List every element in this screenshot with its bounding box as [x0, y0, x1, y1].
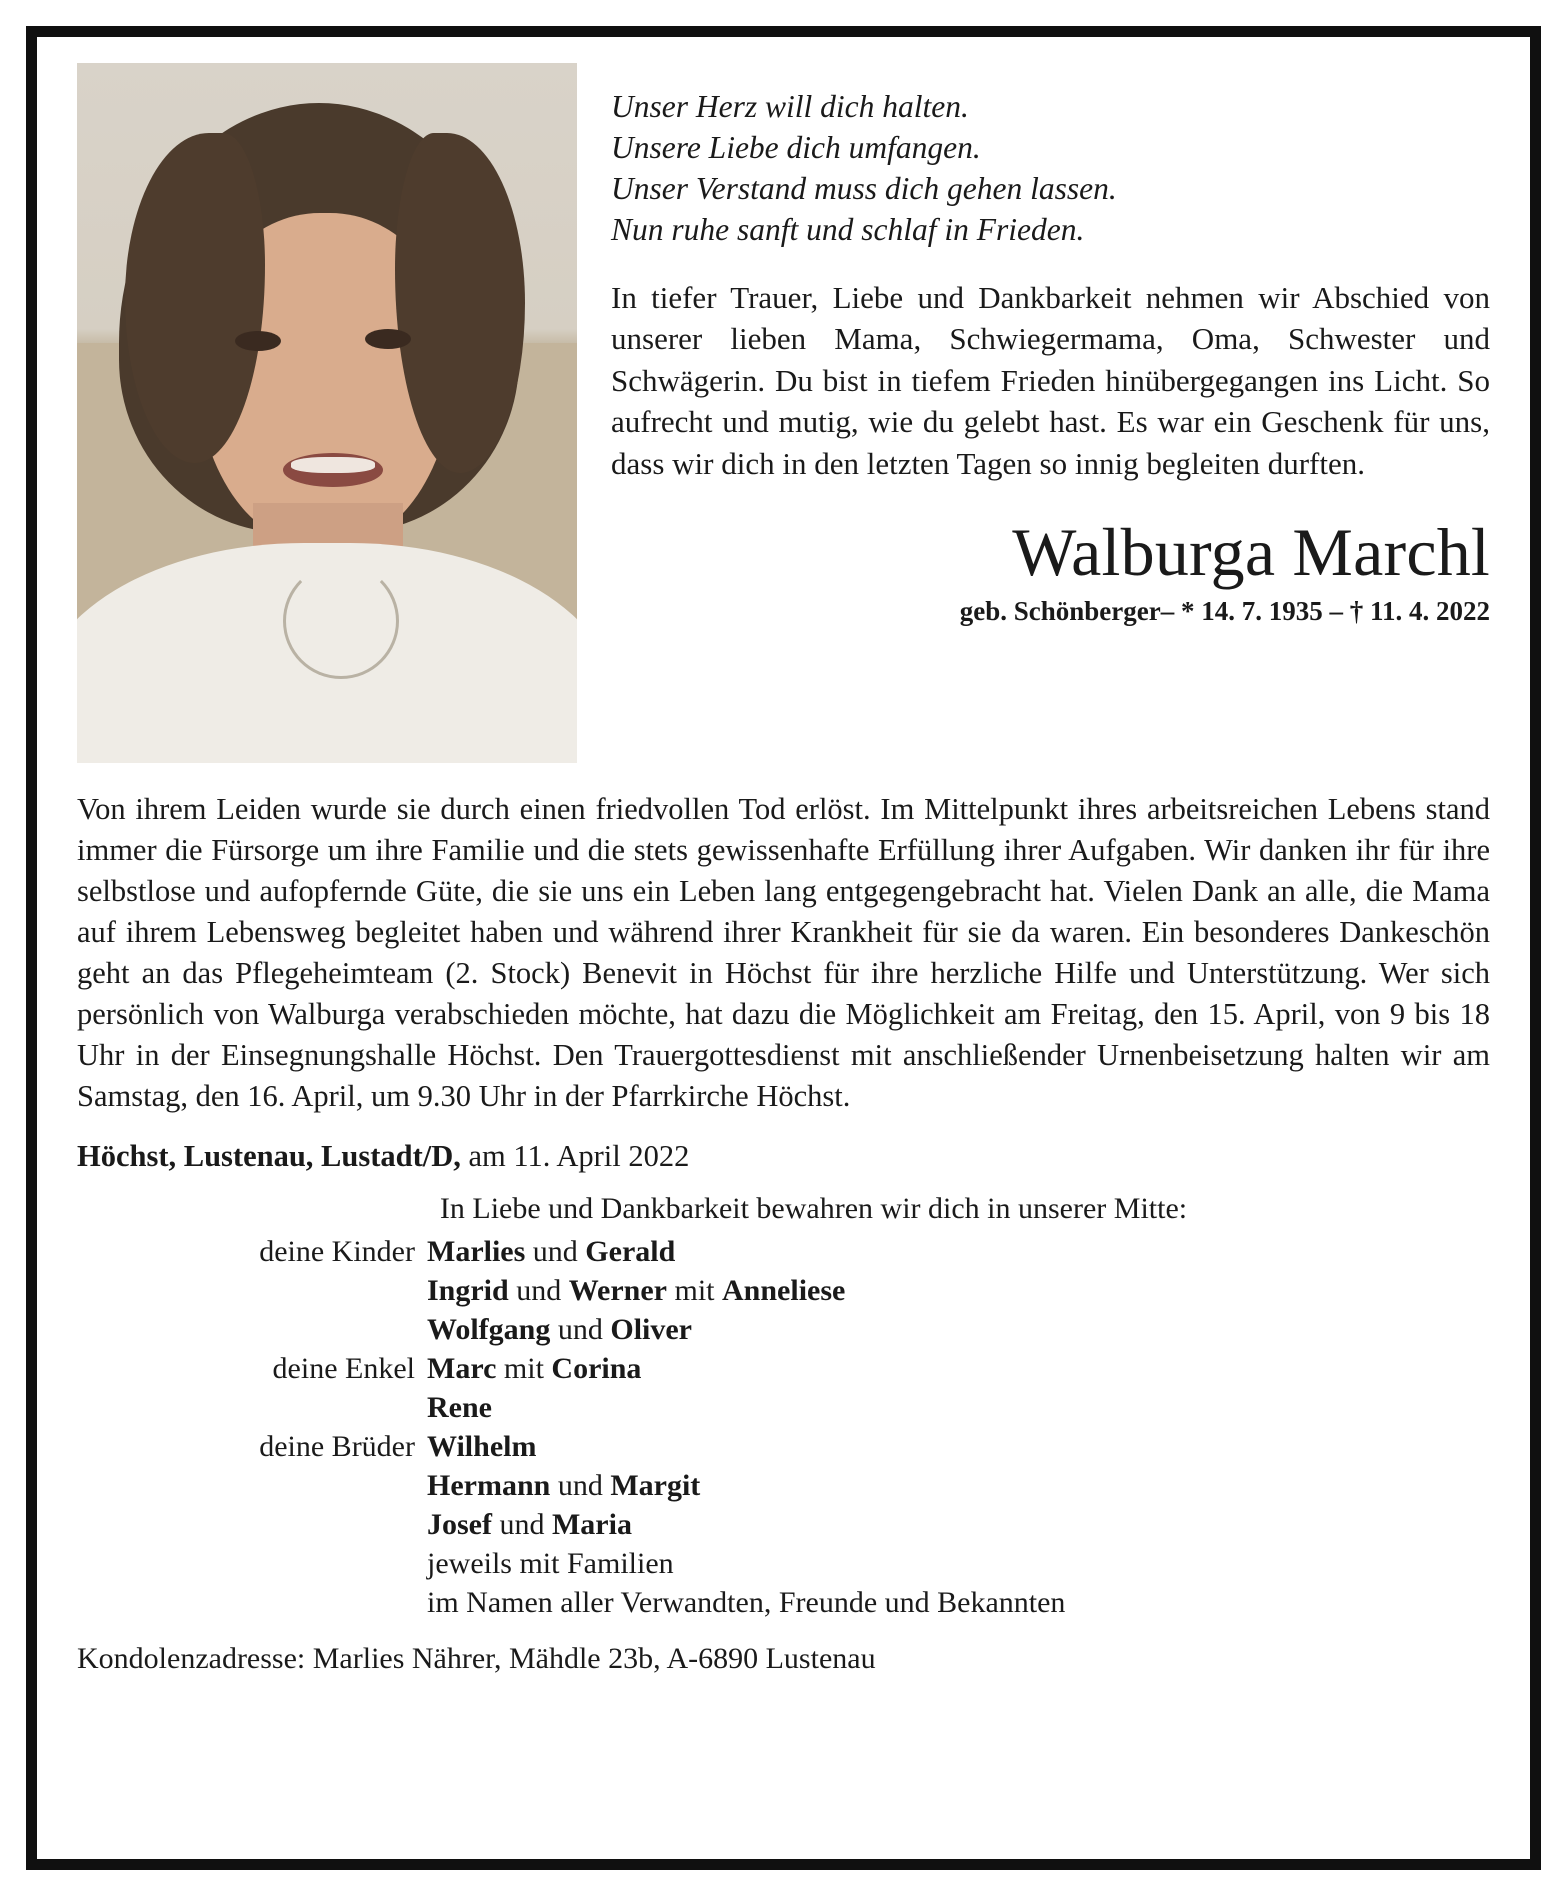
- family-relation-label: deine Kinder: [259, 1235, 415, 1269]
- family-name: Werner: [568, 1274, 667, 1308]
- family-row: [77, 1466, 1490, 1505]
- verse-line-4: Nun ruhe sanft und schlaf in Frieden.: [611, 211, 1085, 247]
- family-relation-label: [77, 1388, 427, 1427]
- family-relation-label: [77, 1505, 427, 1544]
- family-relation-label: deine Brüder: [259, 1430, 415, 1464]
- photo-necklace: [283, 563, 399, 679]
- family-relation-label: [77, 1271, 427, 1310]
- family-footer-line-1: jeweils mit Familien: [427, 1547, 674, 1581]
- family-relation-label: deine Enkel: [272, 1352, 415, 1386]
- family-conjunction: mit: [496, 1352, 552, 1386]
- family-name: Corina: [551, 1352, 642, 1386]
- verse-line-2: Unsere Liebe dich umfangen.: [611, 129, 981, 165]
- family-name: Wolfgang: [427, 1313, 551, 1347]
- family-row: [77, 1388, 1490, 1427]
- intro-paragraph: In tiefer Trauer, Liebe und Dankbarkeit nehmen wir Abschied von unserer lieben Mama, Schwiegermama, Oma, Schwester und Schwägerin. Du bist in tiefem Frieden hinübergegangen ins Licht. So aufrecht und mutig, wie du gelebt hast. Es war ein Geschenk für uns, dass wir dich in den letzten Tagen so innig begleiten durften.: [611, 279, 1490, 481]
- family-name: Marc: [427, 1352, 497, 1386]
- family-conjunction: und: [525, 1235, 586, 1269]
- family-relation-label: [77, 1466, 427, 1505]
- header-section: [77, 63, 1490, 763]
- family-name: Hermann: [427, 1469, 551, 1503]
- family-row: [77, 1427, 1490, 1466]
- family-row: [77, 1271, 1490, 1310]
- photo-eye-left: [235, 331, 281, 351]
- maiden-name: geb. Schönberger: [959, 595, 1161, 626]
- family-name: Oliver: [610, 1313, 692, 1347]
- family-names: [427, 1310, 1490, 1349]
- family-name: Wilhelm: [427, 1430, 537, 1464]
- family-row: [77, 1544, 1490, 1583]
- family-conjunction: und: [550, 1469, 611, 1503]
- family-name: Maria: [551, 1508, 632, 1542]
- family-list: [77, 1232, 1490, 1622]
- family-relation-label: [77, 1544, 427, 1583]
- family-name: Rene: [427, 1391, 492, 1425]
- family-name: Ingrid: [427, 1274, 509, 1308]
- family-names: [427, 1349, 1490, 1388]
- family-conjunction: und: [491, 1508, 552, 1542]
- family-conjunction: und: [508, 1274, 569, 1308]
- family-row: [77, 1310, 1490, 1349]
- memorial-verse: [611, 87, 1490, 251]
- black-border-frame: [26, 26, 1541, 1870]
- verse-line-1: Unser Herz will dich halten.: [611, 89, 969, 124]
- main-body-text: Von ihrem Leiden wurde sie durch einen friedvollen Tod erlöst. Im Mittelpunkt ihres arbeitsreichen Lebens stand immer die Fürsorge um ihre Familie und die stets gewissenhafte Erfüllung ihrer Aufgaben. Wir danken ihr für ihre selbstlose und aufopfernde Güte, die sie uns ein Leben lang entgegengebracht hat. Vielen Dank an alle, die Mama auf ihrem Lebensweg begleitet haben und während ihrer Krankheit für sie da waren. Ein besonderes Dankeschön geht an das Pflegeheimteam (2. Stock) Benevit in Höchst für ihre herzliche Hilfe und Unterstützung. Wer sich persönlich von Walburga verabschieden möchte, hat dazu die Möglichkeit am Freitag, den 15. April, von 9 bis 18 Uhr in der Einsegnungshalle Höchst. Den Trauergottesdienst mit anschließender Urnenbeisetzung halten wir am Samstag, den 16. April, um 9.30 Uhr in der Pfarrkirche Höchst.: [77, 792, 1490, 1114]
- family-names: [427, 1388, 1490, 1427]
- family-name: Margit: [610, 1469, 701, 1503]
- family-row: [77, 1505, 1490, 1544]
- family-names: [427, 1466, 1490, 1505]
- header-text-column: [611, 63, 1490, 627]
- places: Höchst, Lustenau, Lustadt/D,: [77, 1139, 461, 1174]
- dedication-line: In Liebe und Dankbarkeit bewahren wir dich in unserer Mitte:: [439, 1192, 1188, 1226]
- portrait-photo: [77, 63, 577, 763]
- family-row: [77, 1583, 1490, 1622]
- portrait-photo-container: [77, 63, 577, 763]
- family-row: [77, 1232, 1490, 1271]
- family-name: Anneliese: [722, 1274, 846, 1308]
- family-row: [77, 1349, 1490, 1388]
- family-name: Marlies: [427, 1235, 526, 1269]
- photo-teeth: [291, 457, 375, 473]
- family-names: [427, 1232, 1490, 1271]
- family-relation-label: [77, 1583, 427, 1622]
- family-footer-line-2: im Namen aller Verwandten, Freunde und Bekannten: [427, 1586, 1066, 1620]
- deceased-name: Walburga Marchl: [1012, 514, 1490, 591]
- verse-line-3: Unser Verstand muss dich gehen lassen.: [611, 170, 1117, 206]
- family-name: Josef: [427, 1508, 492, 1542]
- family-conjunction: mit: [667, 1274, 723, 1308]
- family-conjunction: und: [550, 1313, 611, 1347]
- family-relation-label: [77, 1310, 427, 1349]
- condolence-address: Kondolenzadresse: Marlies Nährer, Mähdle 23b, A-6890 Lustenau: [77, 1642, 876, 1676]
- photo-eye-right: [365, 329, 411, 349]
- places-and-date-line: [77, 1139, 1490, 1174]
- maiden-name-and-dates: [611, 596, 1490, 627]
- family-name: Gerald: [585, 1235, 676, 1269]
- family-names: [427, 1427, 1490, 1466]
- notice-date: am 11. April 2022: [460, 1139, 690, 1174]
- family-names: [427, 1271, 1490, 1310]
- life-dates: – * 14. 7. 1935 – † 11. 4. 2022: [1160, 595, 1490, 626]
- family-names: [427, 1505, 1490, 1544]
